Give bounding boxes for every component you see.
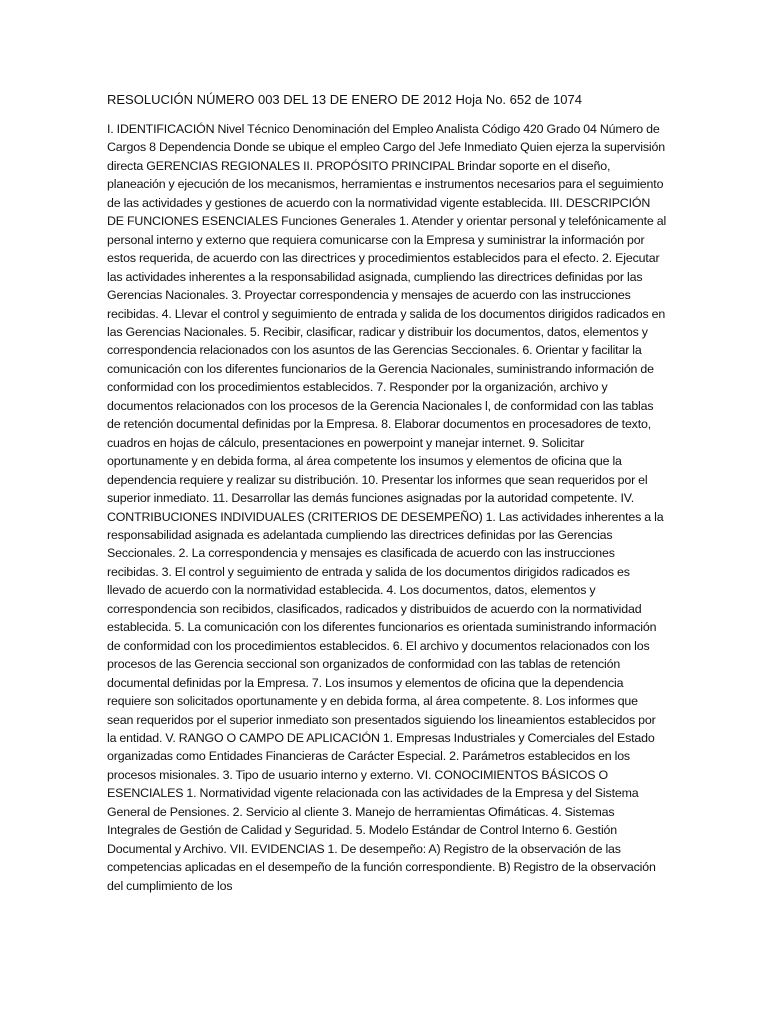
document-heading: RESOLUCIÓN NÚMERO 003 DEL 13 DE ENERO DE 2012 Hoja No. 652 de 1074 — [107, 92, 582, 107]
document-body: I. IDENTIFICACIÓN Nivel Técnico Denominación del Empleo Analista Código 420 Grado 04 Número de Cargos 8 Dependencia Donde se ubique el empleo Cargo del Jefe Inmediato Quien ejerza la supervisión directa GERENCIAS REGIONALES II. PROPÓSITO PRINCIPAL Brindar soporte en el diseño, planeación y ejecución de los mecanismos, herramientas e instrumentos necesarios para el seguimiento de las actividades y gestiones de acuerdo con la normatividad vigente establecida. III. DESCRIPCIÓN DE FUNCIONES ESENCIALES Funciones Generales 1. Atender y orientar personal y telefónicamente al personal interno y externo que requiera comunicarse con la Empresa y suministrar la información por estos requerida, de acuerdo con las directrices y procedimientos establecidos para el efecto. 2. Ejecutar las actividades inherentes a la responsabilidad asignada, cumpliendo las directrices definidas por las Gerencias Nacionales. 3. Proyectar correspondencia y mensajes de acuerdo con las instrucciones recibidas. 4. Llevar el control y seguimiento de entrada y salida de los documentos dirigidos radicados en las Gerencias Nacionales. 5. Recibir, clasificar, radicar y distribuir los documentos, datos, elementos y correspondencia relacionados con los asuntos de las Gerencias Seccionales. 6. Orientar y facilitar la comunicación con los diferentes funcionarios de la Gerencia Nacionales, suministrando información de conformidad con los procedimientos establecidos. 7. Responder por la organización, archivo y documentos relacionados con los procesos de la Gerencia Nacionales l, de conformidad con las tablas de retención documental definidas por la Empresa. 8. Elaborar documentos en procesadores de texto, cuadros en hojas de cálculo, presentaciones en powerpoint y manejar internet. 9. Solicitar oportunamente y en debida forma, al área competente los insumos y elementos de oficina que la dependencia requiere y realizar su distribución. 10. Presentar los informes que sean requeridos por el superior inmediato. 11. Desarrollar las demás funciones asignadas por la autoridad competente. IV. CONTRIBUCIONES INDIVIDUALES (CRITERIOS DE DESEMPEÑO) 1. Las actividades inherentes a la responsabilidad asignada es adelantada cumpliendo las directrices definidas por las Gerencias Seccionales. 2. La correspondencia y mensajes es clasificada de acuerdo con las instrucciones recibidas. 3. El control y seguimiento de entrada y salida de los documentos dirigidos radicados es llevado de acuerdo con la normatividad establecida. 4. Los documentos, datos, elementos y correspondencia son recibidos, clasificados, radicados y distribuidos de acuerdo con la normatividad establecida. 5. La comunicación con los diferentes funcionarios es orientada suministrando información de conformidad con los procedimientos establecidos. 6. El archivo y documentos relacionados con los procesos de las Gerencia seccional son organizados de conformidad con las tablas de retención documental definidas por la Empresa. 7. Los insumos y elementos de oficina que la dependencia requiere son solicitados oportunamente y en debida forma, al área competente. 8. Los informes que sean requeridos por el superior inmediato son presentados siguiendo los lineamientos establecidos por la entidad. V. RANGO O CAMPO DE APLICACIÓN 1. Empresas Industriales y Comerciales del Estado organizadas como Entidades Financieras de Carácter Especial. 2. Parámetros establecidos en los procesos misionales. 3. Tipo de usuario interno y externo. VI. CONOCIMIENTOS BÁSICOS O ESENCIALES 1. Normatividad vigente relacionada con las actividades de la Empresa y del Sistema General de Pensiones. 2. Servicio al cliente 3. Manejo de herramientas Ofimáticas. 4. Sistemas Integrales de Gestión de Calidad y Seguridad. 5. Modelo Estándar de Control Interno 6. Gestión Documental y Archivo. VII. EVIDENCIAS 1. De desempeño: A) Registro de la observación de las competencias aplicadas en el desempeño de la función correspondiente. B) Registro de la observación del cumplimiento de los — [107, 122, 667, 893]
